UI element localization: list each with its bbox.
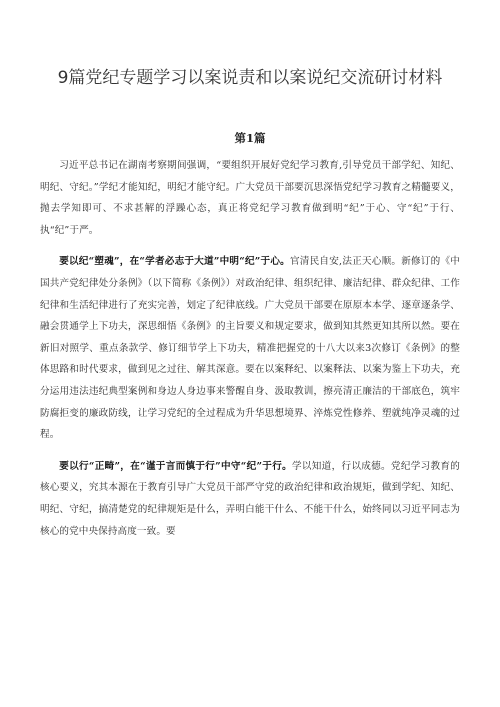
paragraph-lead: 要以行“正畸”，在“谨于言而慎于行”中守“纪”于行。 [59, 460, 292, 472]
paragraph-2 [40, 251, 460, 445]
paragraph-lead: 要以纪“塑魂”，在“学者必志于大道”中明“纪”于心。 [59, 256, 290, 268]
paragraph-1 [40, 155, 460, 241]
section-heading: 第1篇 [234, 131, 266, 145]
paragraph-text: 学以知道，行以成德。党纪学习教育的核心要义，究其本源在于教育引导广大党员干部严守党的政治纪律和政治规矩，做到学纪、知纪、明纪、守纪，搞清楚党的纪律规矩是什么，弄明白能干什么、不能干什么，始终同以习近平同志为核心的党中央保持高度一致。要 [40, 460, 461, 537]
paragraph-3 [40, 456, 460, 542]
paragraph-text: 习近平总书记在湖南考察期间强调，“要组织开展好党纪学习教育,引导党员干部学纪、知纪、明纪、守纪。”学纪才能知纪，明纪才能守纪。广大党员干部要沉思深悟党纪学习教育之精髓要义，抛去学知即可、不求甚解的浮躁心态，真正将党纪学习教育做到明“纪”于心、守“纪”于行、执“纪”于严。 [40, 160, 460, 236]
document-title: 9篇党纪专题学习以案说责和以案说纪交流研讨材料 [57, 68, 443, 88]
paragraph-text: 官清民自安,法正天心顺。新修订的《中国共产党纪律处分条例》（以下简称《条例》）对政治纪律、组织纪律、廉洁纪律、群众纪律、工作纪律和生活纪律进行了充实完善，划定了纪律底线。广大党员干部要在原原本本学、逐章逐条学、融会贯通学上下功夫，深思细悟《条例》的主旨要义和规定要求，做到知其然更知其所以然。要在新旧对照学、重点条款学、修订细节学上下功夫，精准把握党的十八大以来3次修订《条例》的整体思路和时代要求，做到见之过往、解其深意。要在以案释纪、以案释法、以案为鉴上下功夫，充分运用违法违纪典型案例和身边人身边事来警醒自身、汲取教训，擦亮清正廉洁的干部底色，筑牢防腐拒变的廉政防线，让学习党纪的全过程成为升华思想境界、淬炼党性修养、塑就纯净灵魂的过程。 [40, 256, 460, 441]
